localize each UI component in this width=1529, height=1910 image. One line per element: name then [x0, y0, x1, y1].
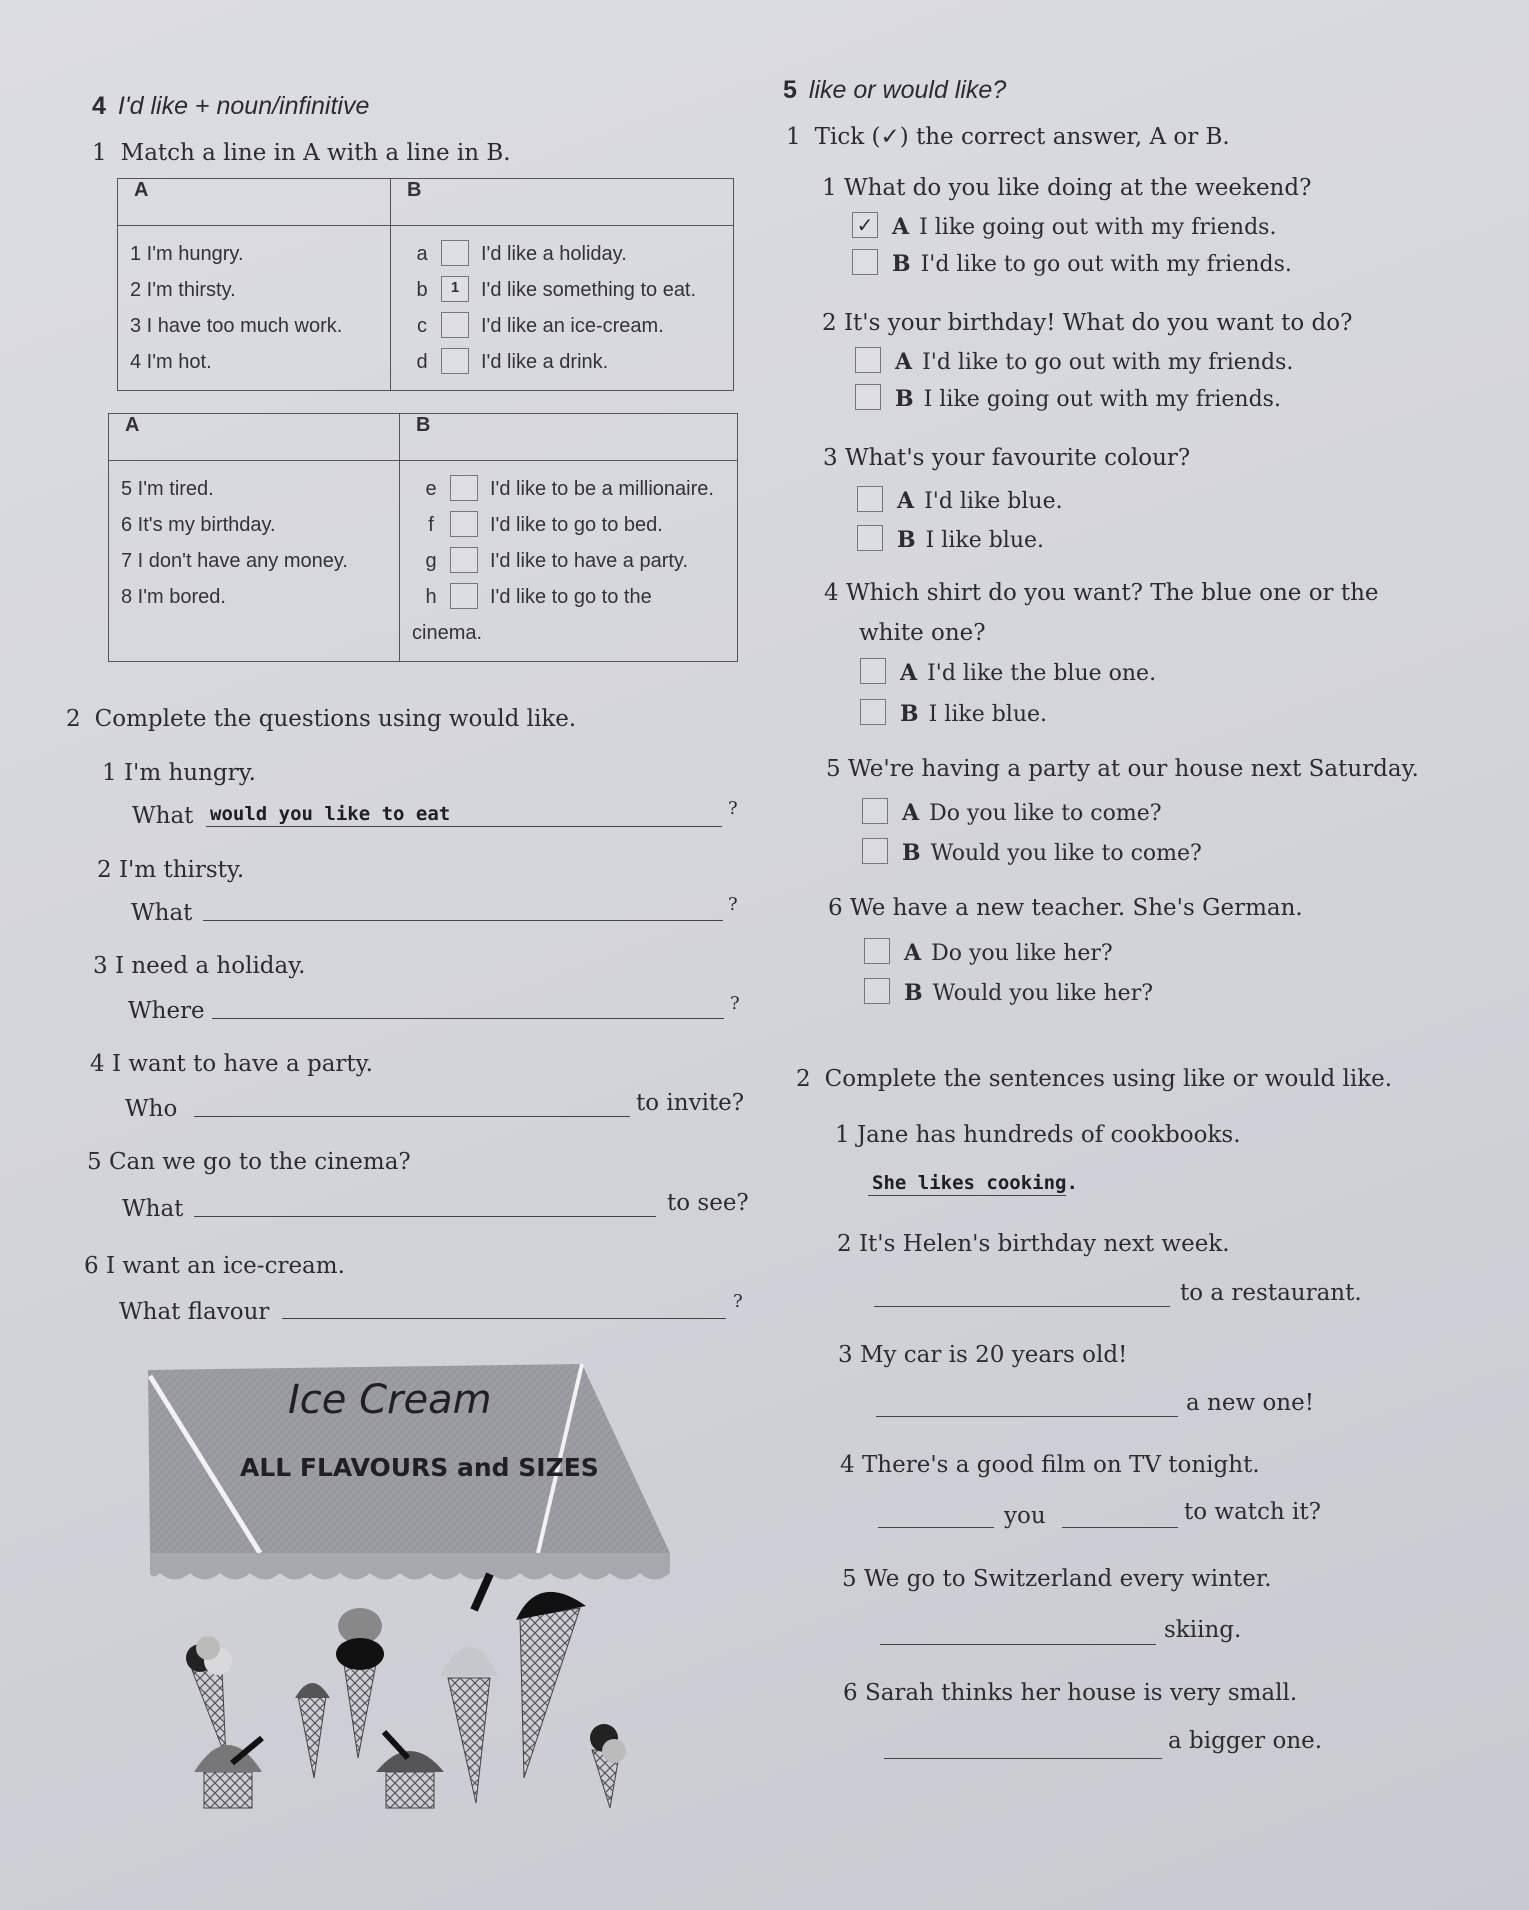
matching-table-2	[108, 413, 738, 662]
column-header-b: B	[400, 414, 738, 461]
tick-question: 2 It's your birthday! What do you want to do?	[822, 310, 1353, 336]
tick-box[interactable]	[857, 486, 883, 512]
sentence-stem: 2 It's Helen's birthday next week.	[837, 1231, 1230, 1257]
answer-line[interactable]	[194, 1216, 656, 1217]
section-number: 5	[783, 76, 797, 104]
tick-box[interactable]	[862, 838, 888, 864]
column-a-cell	[118, 226, 391, 391]
answer-line[interactable]	[874, 1306, 1170, 1307]
handwritten-answer: would you like to eat	[210, 803, 451, 825]
answer-box[interactable]	[450, 511, 478, 537]
question-stem: 4 I want to have a party.	[90, 1051, 373, 1077]
tick-question: 1 What do you like doing at the weekend?	[822, 175, 1312, 201]
option-b: B I like going out with my friends.	[855, 386, 1281, 413]
tick-box[interactable]	[855, 384, 881, 410]
cup-2	[376, 1732, 444, 1808]
ice-cream-illustration	[140, 1358, 680, 1818]
list-item: g I'd like to have a party.	[412, 543, 725, 579]
list-item: d I'd like a drink.	[403, 344, 721, 380]
list-item: 5 I'm tired.	[121, 478, 214, 500]
cone-4	[516, 1592, 586, 1778]
question-lead: What	[122, 1196, 184, 1222]
answer-line[interactable]	[880, 1644, 1156, 1645]
tick-question: 4 Which shirt do you want? The blue one or the	[824, 580, 1379, 606]
option-a: ✓ A I like going out with my friends.	[852, 214, 1276, 241]
awning-edge	[150, 1553, 670, 1580]
question-stem: 5 Can we go to the cinema?	[87, 1149, 411, 1175]
answer-line[interactable]	[1062, 1527, 1178, 1528]
answer-box[interactable]	[450, 547, 478, 573]
sentence-stem: 3 My car is 20 years old!	[838, 1342, 1128, 1368]
tick-box[interactable]	[857, 525, 883, 551]
exercise-2-instruction: 2 Complete the questions using would like.	[66, 706, 577, 732]
sentence-stem: 1 Jane has hundreds of cookbooks.	[835, 1122, 1241, 1148]
answer-line[interactable]	[868, 1195, 1066, 1196]
question-lead: Who	[125, 1096, 178, 1122]
list-item: 6 It's my birthday.	[121, 514, 276, 536]
list-item: 3 I have too much work.	[130, 315, 343, 337]
answer-line[interactable]	[884, 1758, 1162, 1759]
list-item: 1 I'm hungry.	[130, 243, 244, 265]
cone-6	[590, 1724, 626, 1808]
section-title: like or would like?	[808, 76, 1007, 104]
tick-question: 5 We're having a party at our house next Saturday.	[826, 756, 1419, 782]
section-number: 4	[92, 92, 106, 120]
list-item: c I'd like an ice-cream.	[403, 308, 721, 344]
option-b: B Would you like to come?	[862, 840, 1202, 867]
exercise-1-instruction: 1 Tick (✓) the correct answer, A or B.	[786, 124, 1230, 150]
list-item: e I'd like to be a millionaire.	[412, 471, 725, 507]
list-item: h I'd like to go to the cinema.	[412, 579, 725, 651]
cone-3	[440, 1574, 498, 1803]
list-item: 4 I'm hot.	[130, 351, 212, 373]
list-item: 8 I'm bored.	[121, 586, 226, 608]
question-lead: What flavour	[119, 1299, 270, 1325]
handwritten-answer: She likes cooking.	[872, 1172, 1078, 1194]
exercise-1-instruction: 1 Match a line in A with a line in B.	[92, 140, 511, 166]
answer-box[interactable]	[441, 348, 469, 374]
tick-box[interactable]	[860, 699, 886, 725]
section-4-heading	[92, 92, 369, 121]
tick-question-continued: white one?	[859, 620, 986, 646]
column-header-a: A	[118, 179, 391, 226]
answer-box[interactable]: 1	[441, 276, 469, 302]
tick-box[interactable]	[864, 938, 890, 964]
question-stem: 6 I want an ice-cream.	[84, 1253, 345, 1279]
answer-line[interactable]	[876, 1416, 1178, 1417]
answer-line[interactable]	[194, 1116, 630, 1117]
answer-line[interactable]	[212, 1018, 724, 1019]
answer-box[interactable]	[450, 583, 478, 609]
question-stem: 1 I'm hungry.	[102, 760, 256, 786]
list-item: 2 I'm thirsty.	[130, 279, 236, 301]
column-b-cell	[391, 226, 734, 391]
cone-2	[336, 1608, 384, 1758]
sentence-stem: 6 Sarah thinks her house is very small.	[843, 1680, 1298, 1706]
tick-box[interactable]	[852, 249, 878, 275]
list-item: b 1 I'd like something to eat.	[403, 272, 721, 308]
sentence-stem: 5 We go to Switzerland every winter.	[842, 1566, 1272, 1592]
sentence-stem: 4 There's a good film on TV tonight.	[840, 1452, 1260, 1478]
option-b: B I'd like to go out with my friends.	[852, 251, 1292, 278]
column-header-b: B	[391, 179, 734, 226]
matching-table-1	[117, 178, 734, 391]
tick-box[interactable]	[855, 347, 881, 373]
option-a: A Do you like her?	[864, 940, 1113, 967]
option-b: B I like blue.	[860, 701, 1047, 728]
answer-line[interactable]	[282, 1318, 726, 1319]
answer-box[interactable]	[450, 475, 478, 501]
answer-line[interactable]	[203, 920, 723, 921]
tick-box[interactable]	[864, 978, 890, 1004]
column-b-cell	[400, 461, 738, 662]
tick-question: 6 We have a new teacher. She's German.	[828, 895, 1303, 921]
question-stem: 2 I'm thirsty.	[97, 857, 245, 883]
answer-box[interactable]	[441, 312, 469, 338]
option-a: A I'd like to go out with my friends.	[855, 349, 1293, 376]
option-a: A I'd like the blue one.	[860, 660, 1156, 687]
answer-line[interactable]	[206, 826, 722, 827]
answer-box[interactable]	[441, 240, 469, 266]
list-item: 7 I don't have any money.	[121, 550, 348, 572]
answer-line[interactable]	[878, 1527, 994, 1528]
tick-box[interactable]	[860, 658, 886, 684]
question-lead: Where	[128, 998, 205, 1024]
column-header-a: A	[109, 414, 400, 461]
tick-box[interactable]: ✓	[852, 212, 878, 238]
list-item: a I'd like a holiday.	[403, 236, 721, 272]
ice-cream-sign-title: Ice Cream	[288, 1377, 492, 1423]
option-b: B I like blue.	[857, 527, 1044, 554]
section-title: I'd like + noun/infinitive	[117, 92, 370, 120]
question-stem: 3 I need a holiday.	[93, 953, 306, 979]
cone-5	[295, 1683, 330, 1778]
list-item: f I'd like to go to bed.	[412, 507, 725, 543]
tick-question: 3 What's your favourite colour?	[823, 445, 1191, 471]
column-a-cell	[109, 461, 400, 662]
question-lead: What	[131, 900, 193, 926]
question-lead: What	[132, 803, 194, 829]
option-b: B Would you like her?	[864, 980, 1153, 1007]
section-5-heading	[783, 76, 1006, 105]
tick-box[interactable]	[862, 798, 888, 824]
option-a: A I'd like blue.	[857, 488, 1063, 515]
ice-cream-sign-subtitle: ALL FLAVOURS and SIZES	[240, 1453, 599, 1482]
option-a: A Do you like to come?	[862, 800, 1162, 827]
cone-1	[186, 1636, 232, 1758]
exercise-2-instruction: 2 Complete the sentences using like or would like.	[796, 1066, 1393, 1092]
cup-1	[194, 1738, 262, 1808]
